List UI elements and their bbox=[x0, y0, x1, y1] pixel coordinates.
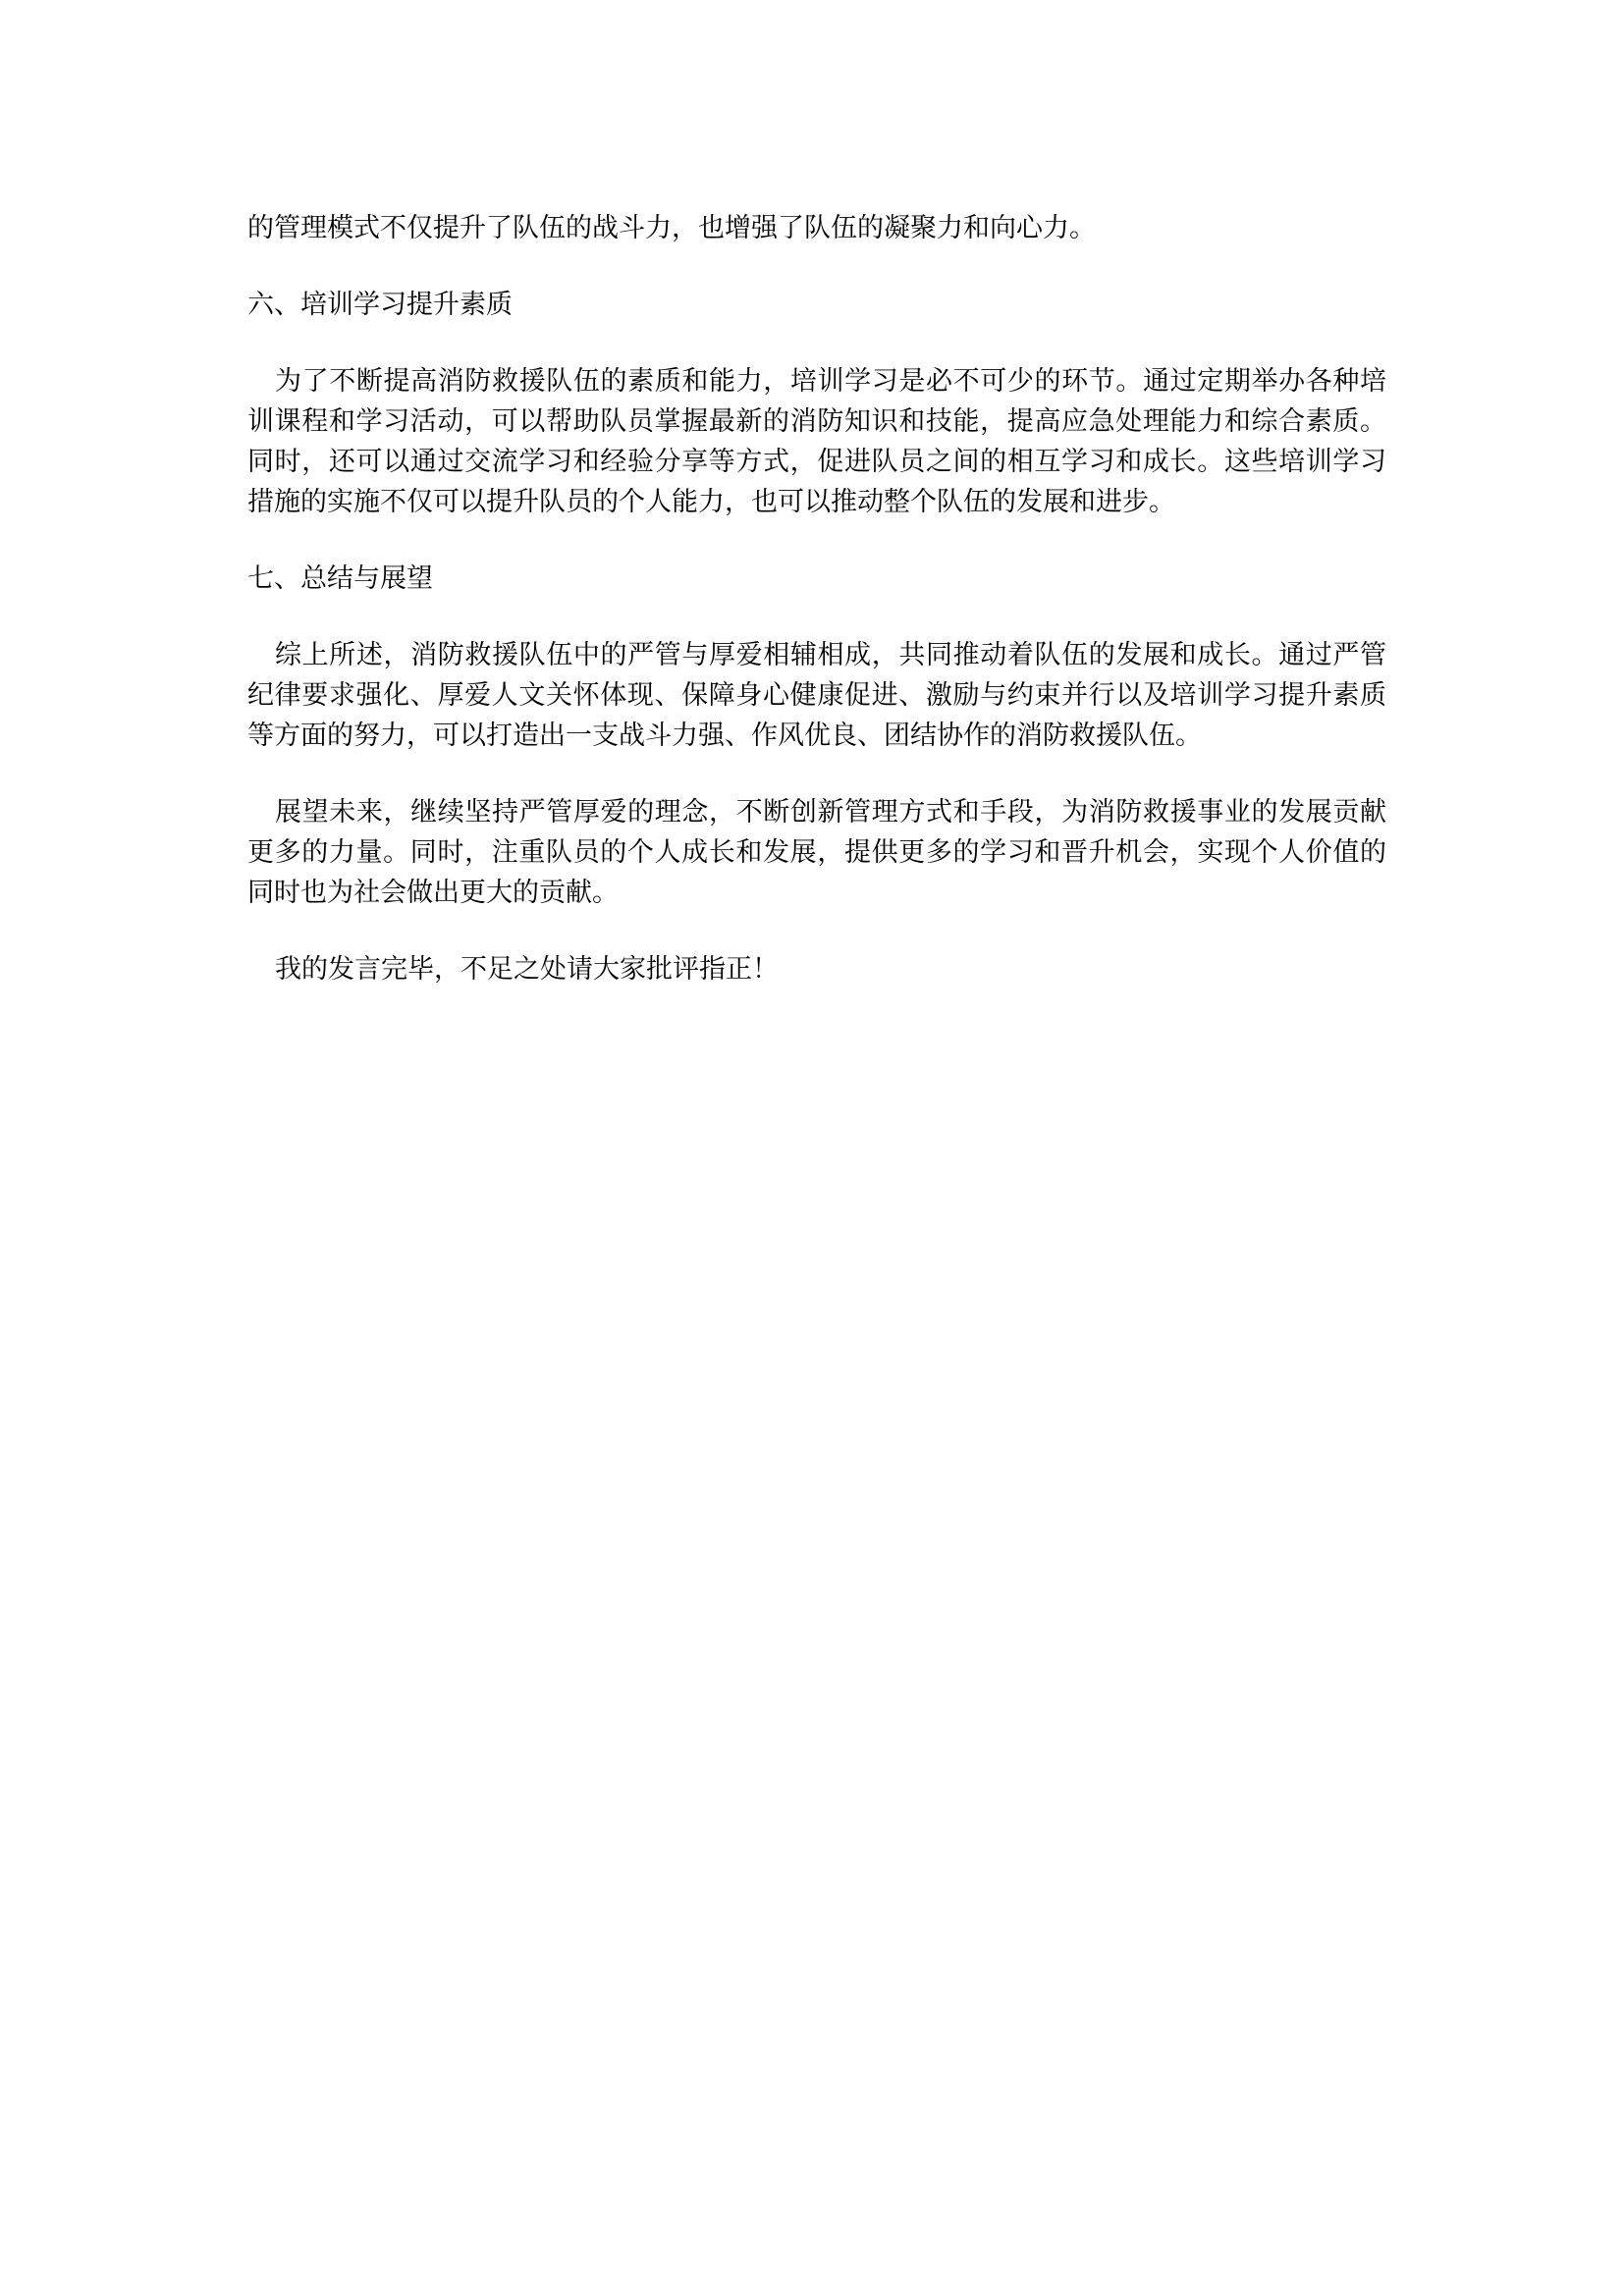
document-body bbox=[247, 208, 1386, 1026]
paragraph-training: 为了不断提高消防救援队伍的素质和能力，培训学习是必不可少的环节。通过定期举办各种培训课程和学习活动，可以帮助队员掌握最新的消防知识和技能，提高应急处理能力和综合素质。同时，还可以通过交流学习和经验分享等方式，促进队员之间的相互学习和成长。这些培训学习措施的实施不仅可以提升队员的个人能力，也可以推动整个队伍的发展和进步。 bbox=[247, 366, 1386, 517]
section-heading-training: 六、培训学习提升素质 bbox=[247, 290, 513, 320]
paragraph-summary: 综上所述，消防救援队伍中的严管与厚爱相辅相成，共同推动着队伍的发展和成长。通过严管纪律要求强化、厚爱人文关怀体现、保障身心健康促进、激励与约束并行以及培训学习提升素质等方面的努力，可以打造出一支战斗力强、作风优良、团结协作的消防救援队伍。 bbox=[247, 640, 1386, 751]
paragraph-outlook: 展望未来，继续坚持严管厚爱的理念，不断创新管理方式和手段，为消防救援事业的发展贡献更多的力量。同时，注重队员的个人成长和发展，提供更多的学习和晋升机会，实现个人价值的同时也为社会做出更大的贡献。 bbox=[247, 797, 1386, 908]
paragraph-continuation: 的管理模式不仅提升了队伍的战斗力，也增强了队伍的凝聚力和向心力。 bbox=[247, 213, 1096, 243]
paragraph-closing: 我的发言完毕，不足之处请大家批评指正！ bbox=[275, 954, 779, 985]
section-heading-summary: 七、总结与展望 bbox=[247, 563, 433, 594]
